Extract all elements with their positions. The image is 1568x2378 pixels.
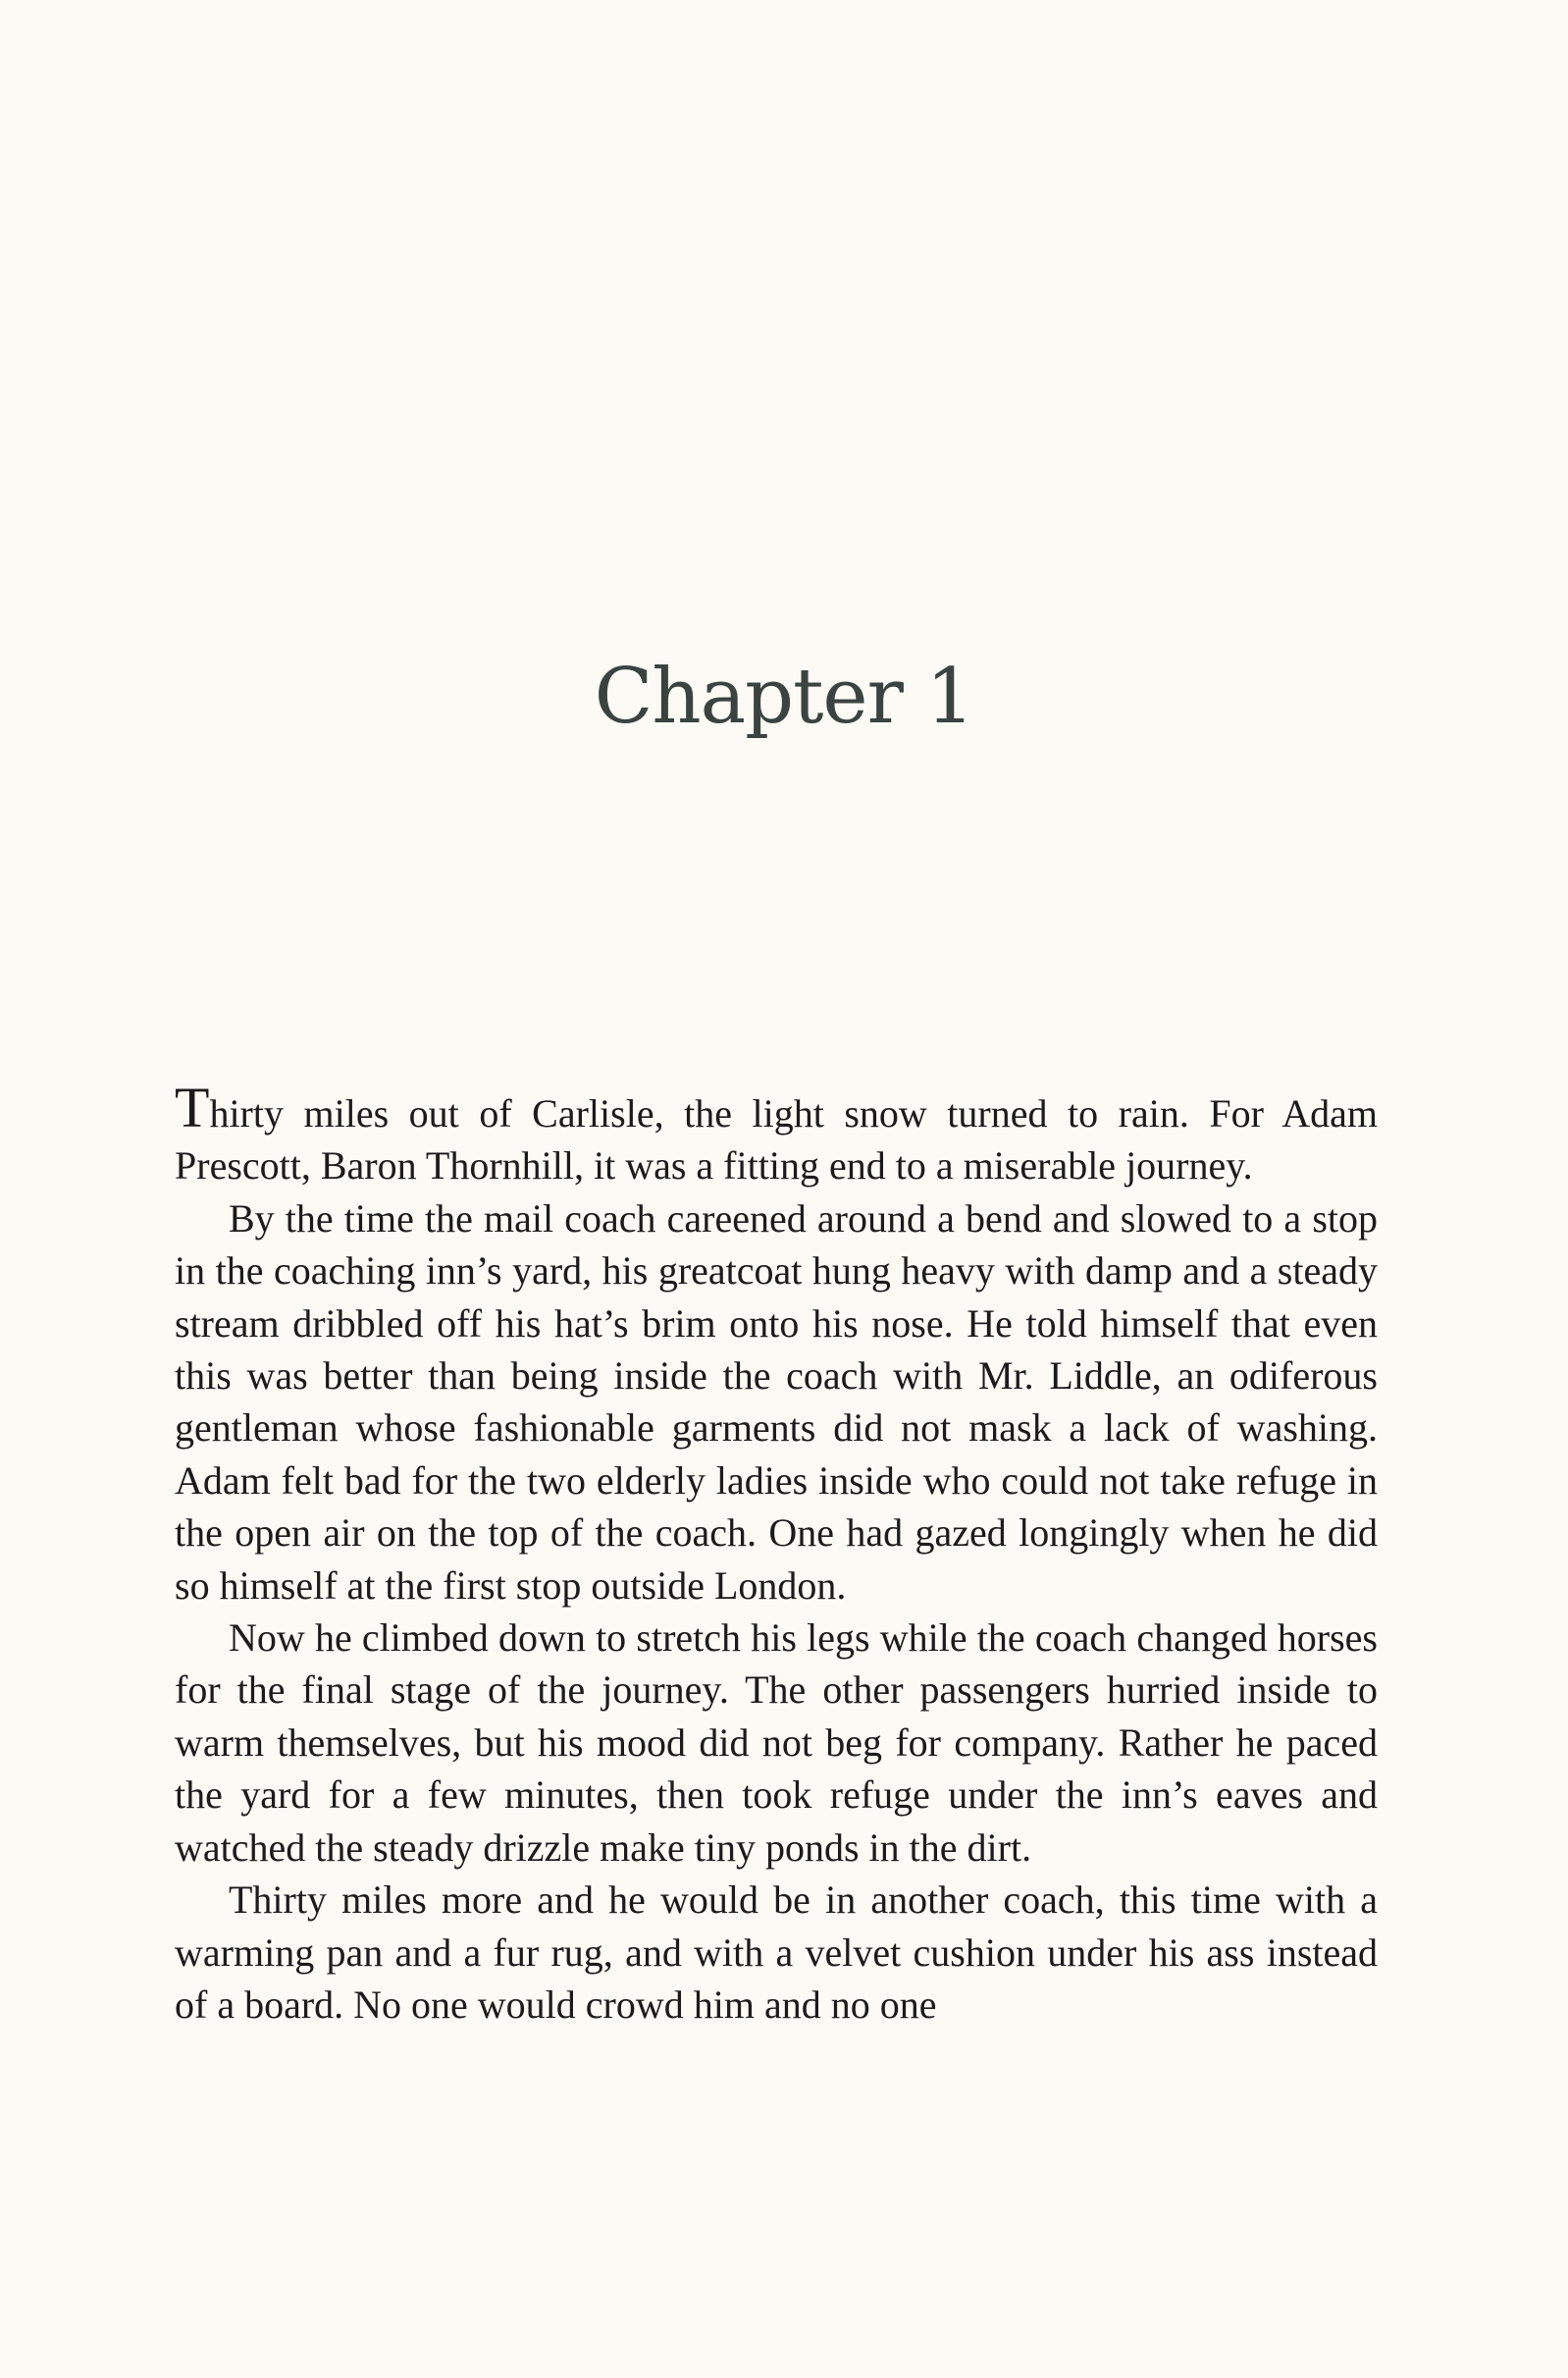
paragraph-2: By the time the mail coach careened around a bend and slowed to a stop in the coaching inn’s yard, his greatcoat hung heavy with damp and a steady stream dribbled off his hat’s brim onto his nose. He told himself that even this was better than being inside the coach with Mr. Liddle, an odiferous gentleman whose fashionable garments did not mask a lack of washing. Adam felt bad for the two elderly ladies inside who could not take refuge in the open air on the top of the coach. One had gazed longingly when he did so himself at the first stop outside London. <box>175 1195 1378 1608</box>
drop-initial: T <box>175 1076 210 1139</box>
paragraph-4: Thirty miles more and he would be in another coach, this time with a warming pan and a fur rug, and with a velvet cushion under his ass instead of a board. No one would crowd him and no one <box>175 1877 1378 2027</box>
paragraph-1-text: hirty miles out of Carlisle, the light snow turned to rain. For Adam Prescott, Baron Thornhill, it was a fitting end to a miserable journey. <box>175 1091 1378 1189</box>
chapter-body <box>175 1076 1378 2031</box>
paragraph-3: Now he climbed down to stretch his legs while the coach changed horses for the final stage of the journey. The other passengers hurried inside to warm themselves, but his mood did not beg for company. Rather he paced the yard for a few minutes, then took refuge under the inn’s eaves and watched the steady drizzle make tiny ponds in the dirt. <box>175 1615 1378 1870</box>
chapter-title: Chapter 1 <box>594 653 974 741</box>
paragraph-1 <box>175 1076 1378 1192</box>
